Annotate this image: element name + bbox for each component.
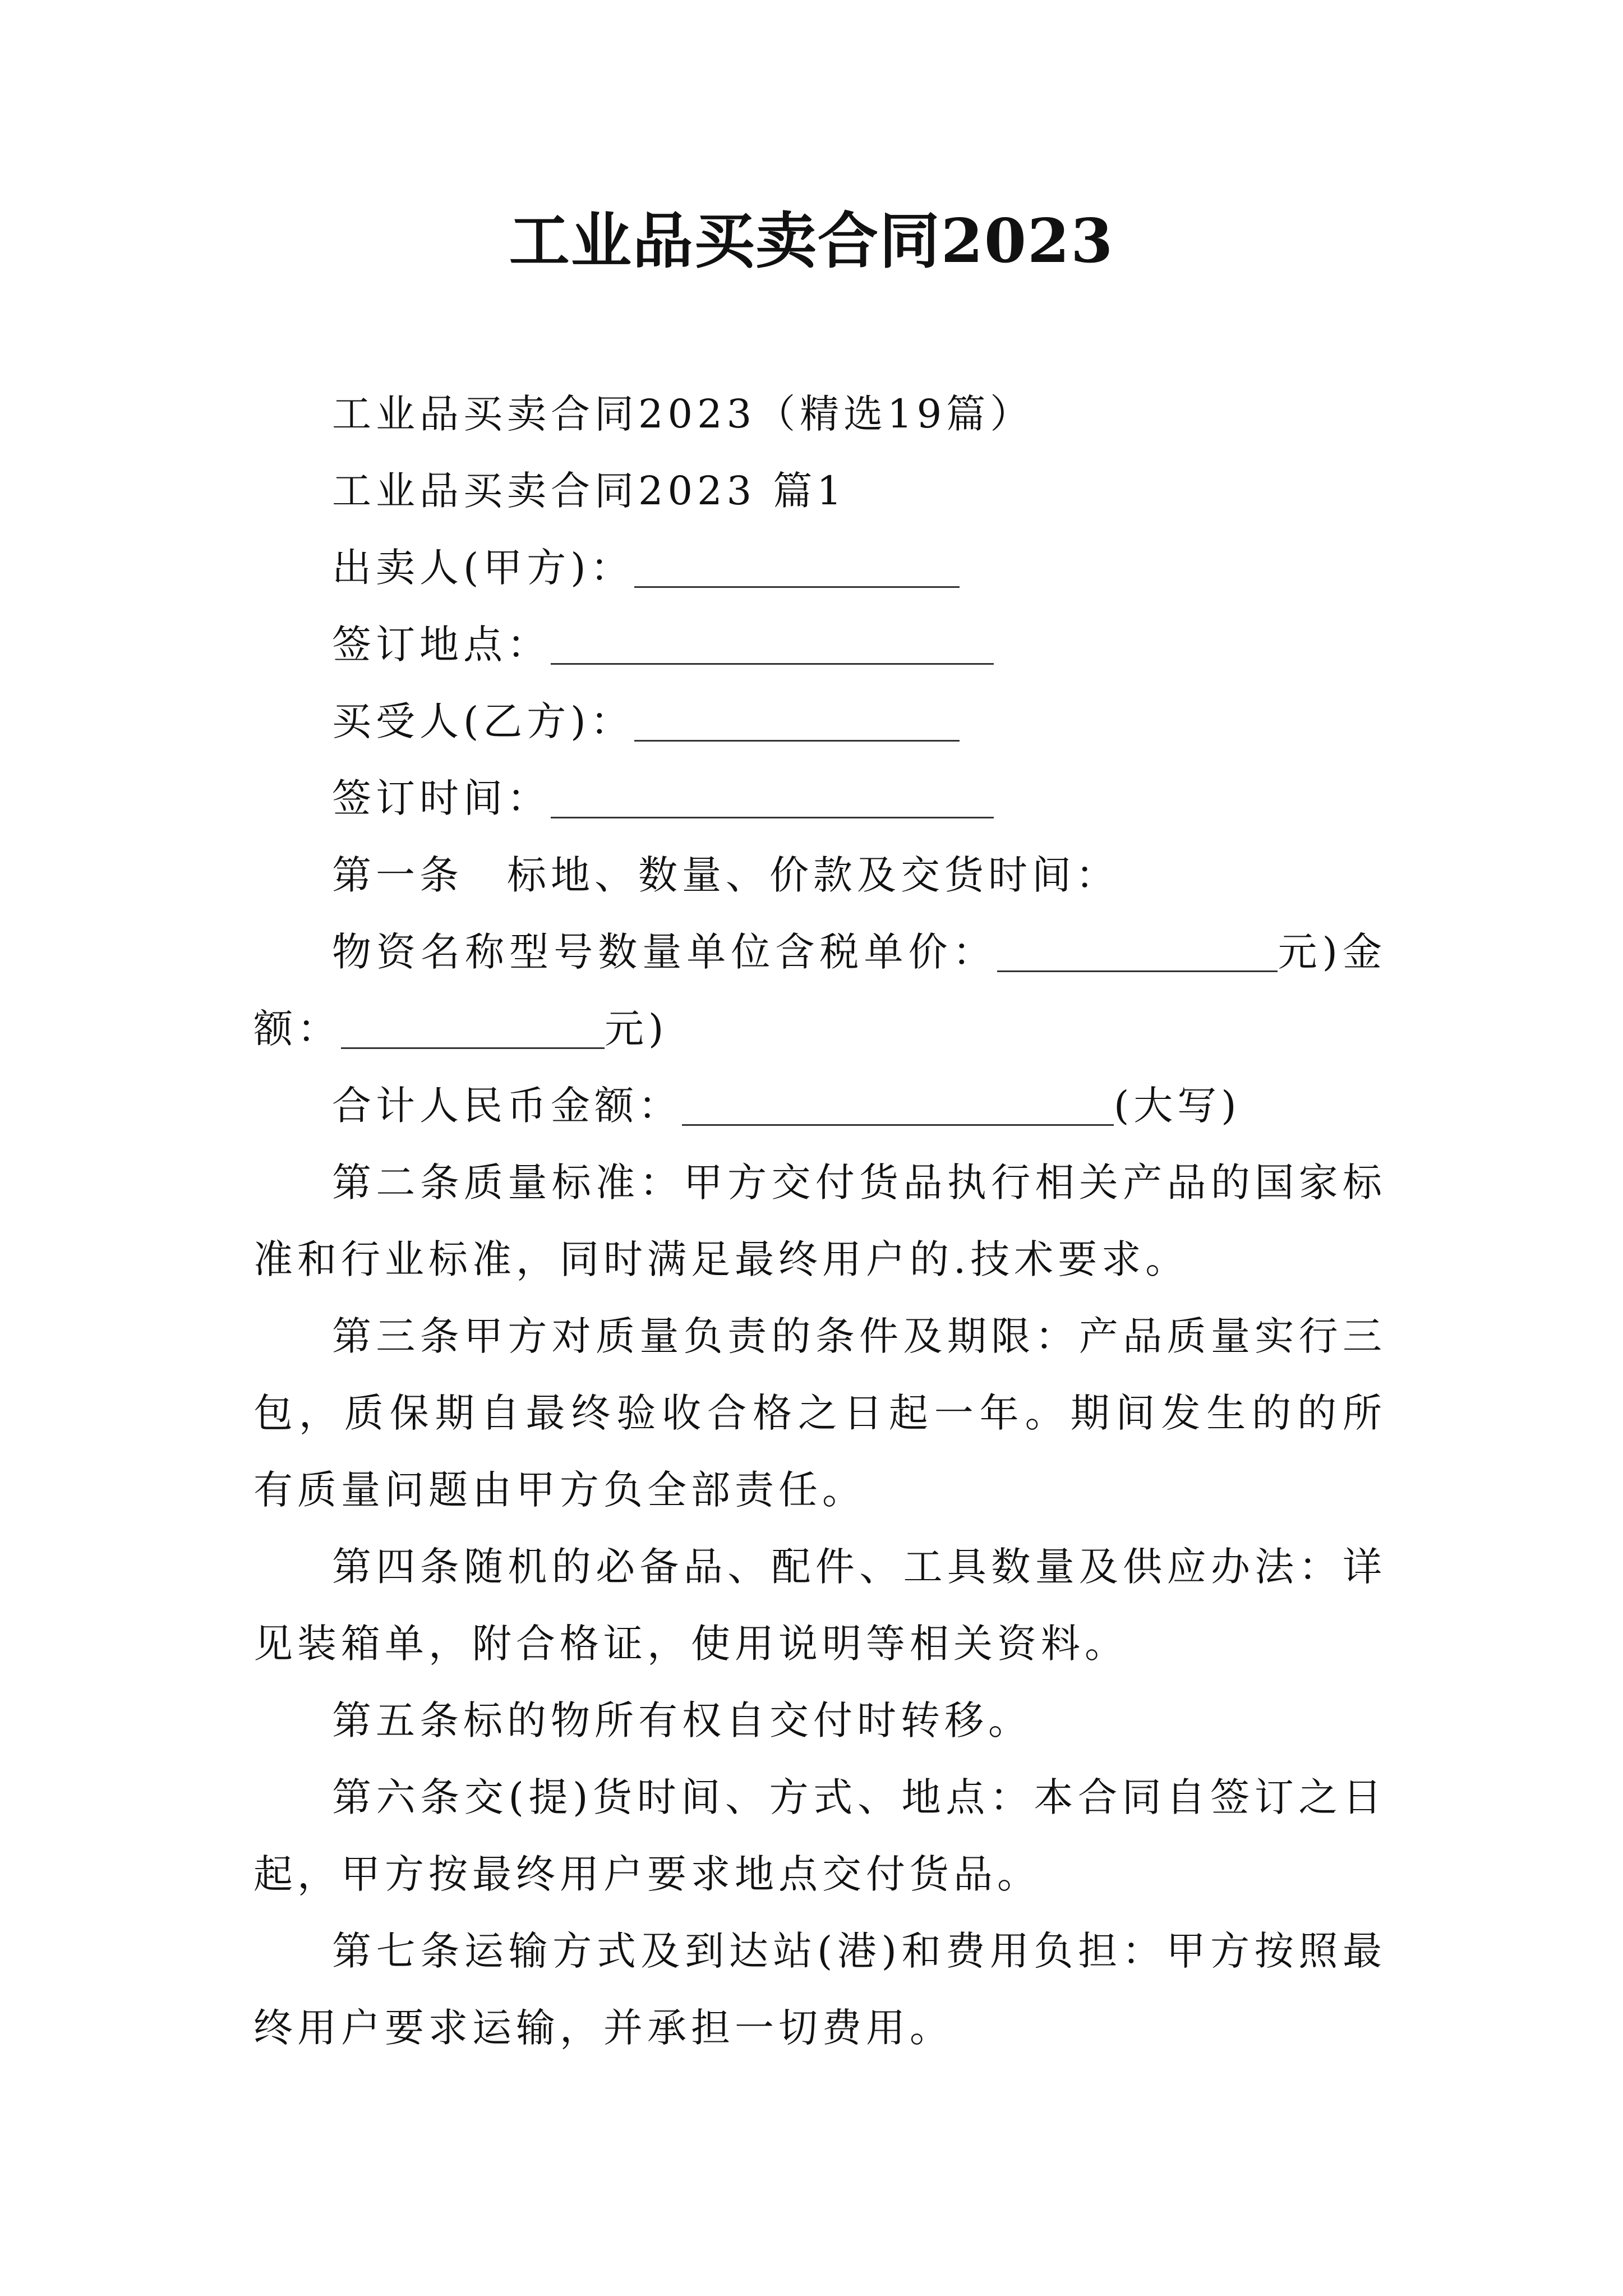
unit-price-blank [997, 931, 1278, 972]
goods-label: 物资名称型号数量单位含税单价： [332, 929, 997, 975]
document-title: 工业品买卖合同2023 [509, 206, 1114, 277]
article-6: 第六条交(提)货时间、方式、地点：本合同自签订之日起，甲方按最终用户要求地点交付货品。 [253, 1774, 1386, 1897]
total-blank [682, 1085, 1114, 1126]
sign-time-blank [551, 777, 994, 818]
article-1: 第一条 标地、数量、价款及交货时间： [332, 852, 1119, 898]
yuan-amount-label: 元)金额： [253, 929, 1387, 1052]
total-label: 合计人民币金额： [332, 1083, 682, 1129]
total-line [253, 1068, 1386, 1144]
section-heading: 工业品买卖合同2023 篇1 [332, 468, 846, 514]
buyer-blank [634, 701, 960, 742]
article-2: 第二条质量标准：甲方交付货品执行相关产品的国家标准和行业标准，同时满足最终用户的.技术要求。 [253, 1159, 1386, 1282]
article-3: 第三条甲方对质量负责的条件及期限：产品质量实行三包，质保期自最终验收合格之日起一年。期间发生的的所有质量问题由甲方负全部责任。 [253, 1313, 1386, 1513]
sign-place-label: 签订地点： [332, 622, 551, 668]
buyer-line [253, 683, 1386, 760]
sign-time-label: 签订时间： [332, 775, 551, 821]
capital-note: (大写) [1114, 1083, 1241, 1129]
article-5: 第五条标的物所有权自交付时转移。 [332, 1697, 1032, 1743]
article-7: 第七条运输方式及到达站(港)和费用负担：甲方按照最终用户要求运输，并承担一切费用。 [253, 1928, 1386, 2051]
sign-place-blank [551, 624, 994, 665]
seller-line [253, 530, 1386, 606]
goods-line [253, 914, 1386, 1068]
seller-blank [634, 547, 960, 588]
sign-place-line [253, 606, 1386, 683]
subtitle: 工业品买卖合同2023（精选19篇） [332, 391, 1034, 437]
document-body [253, 376, 1386, 2067]
sign-time-line [253, 760, 1386, 837]
buyer-label: 买受人(乙方)： [332, 698, 634, 744]
amount-blank [341, 1008, 605, 1049]
yuan-close: 元) [605, 1006, 668, 1052]
article-4: 第四条随机的必备品、配件、工具数量及供应办法：详见装箱单，附合格证，使用说明等相关资料。 [253, 1544, 1386, 1667]
seller-label: 出卖人(甲方)： [332, 545, 634, 591]
